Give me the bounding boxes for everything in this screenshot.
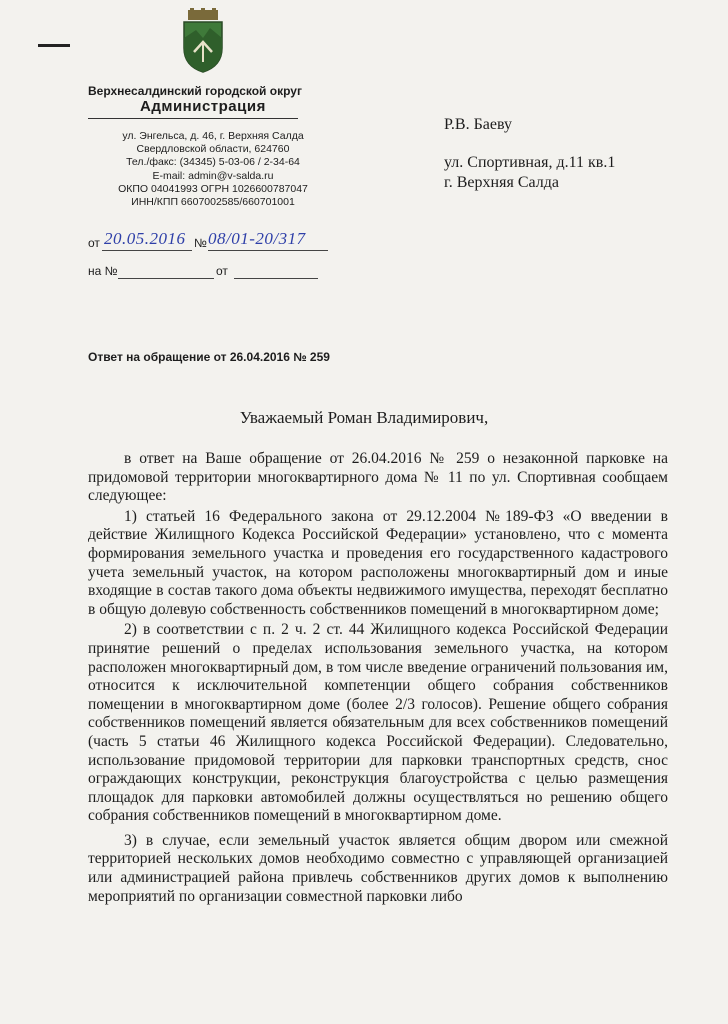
address-line: ОКПО 04041993 ОГРН 1026600787047 [118, 182, 308, 195]
paragraph-item-2: 2) в соответствии с п. 2 ч. 2 ст. 44 Жилищного кодекса Российской Федерации принятие решений о пределах использования земельного участка, на котором расположен многоквартирный дом, в том числе введение ограничений пользования им, относится к исключительной компетенции общего собрания собственников помещении в многоквартирном доме (более 2/3 голосов). Решение общего собрания собственников помещений является обязательным для всех собственников помещений (часть 5 статьи 46 Жилищного кодекса Российской Федерации). Следовательно, использование придомовой территории для парковки транспортных средств, снос ограждающих конструкции, реконструкция благоустройства с целью размещения площадок для парковки автомобилей должны осуществляться но решению общего собрания собственников помещений в многоквартирном доме. [88, 621, 668, 825]
paragraph-item-3: 3) в случае, если земельный участок является общим двором или смежной территорией нескольких домов необходимо совместно с управляющей организацией или администрацией района привлечь собственников других домов к выполнению мероприятий по организации совместной парковки либо [88, 831, 668, 905]
letter-body [88, 450, 668, 906]
recipient-name: Р.В. Баеву [444, 116, 512, 133]
date-underline [102, 250, 192, 251]
from-label: от [88, 236, 100, 250]
recipient-street: ул. Спортивная, д.11 кв.1 [444, 154, 616, 171]
number-underline [208, 250, 328, 251]
recipient-city: г. Верхняя Салда [444, 174, 559, 191]
number-label: № [194, 236, 207, 250]
admin-title: Администрация [140, 98, 266, 115]
incoming-number-line [118, 278, 214, 279]
coat-of-arms-icon [180, 8, 226, 74]
address-line: Свердловской области, 624760 [136, 143, 290, 156]
address-line: ИНН/КПП 6607002585/660701001 [131, 196, 295, 209]
subject-line: Ответ на обращение от 26.04.2016 № 259 [88, 350, 330, 364]
incoming-date-line [234, 278, 318, 279]
sender-address [88, 130, 338, 209]
paragraph-item-1: 1) статьей 16 Федерального закона от 29.12.2004 №189-ФЗ «О введении в действие Жилищного Кодекса Российской Федерации» установлено, что с момента формирования земельного участка и проведения его государственного кадастрового учета земельный участок, на котором расположены многоквартирный дом и иные входящие в состав такого дома объекты недвижимого имущества, переходят бесплатно в общую долевую собственность собственников помещений в многоквартирном доме; [88, 507, 668, 618]
intro-paragraph: в ответ на Ваше обращение от 26.04.2016 № 259 о незаконной парковке на придомовой территории многоквартирного дома № 11 по ул. Спортивная сообщаем следующее: [88, 450, 668, 505]
greeting: Уважаемый Роман Владимирович, [239, 408, 489, 427]
org-name: Верхнесалдинский городской округ [88, 84, 302, 98]
incoming-number-label: на № [88, 264, 118, 278]
address-line: ул. Энгельса, д. 46, г. Верхняя Салда [122, 130, 304, 142]
corner-mark [38, 44, 70, 47]
address-line: Тел./факс: (34345) 5-03-06 / 2-34-64 [126, 156, 300, 169]
header-divider [88, 118, 298, 119]
address-line: E-mail: admin@v-salda.ru [152, 169, 274, 182]
handwritten-number: 08/01-20/317 [208, 229, 306, 248]
incoming-date-label: от [216, 264, 228, 278]
handwritten-date: 20.05.2016 [104, 229, 186, 248]
